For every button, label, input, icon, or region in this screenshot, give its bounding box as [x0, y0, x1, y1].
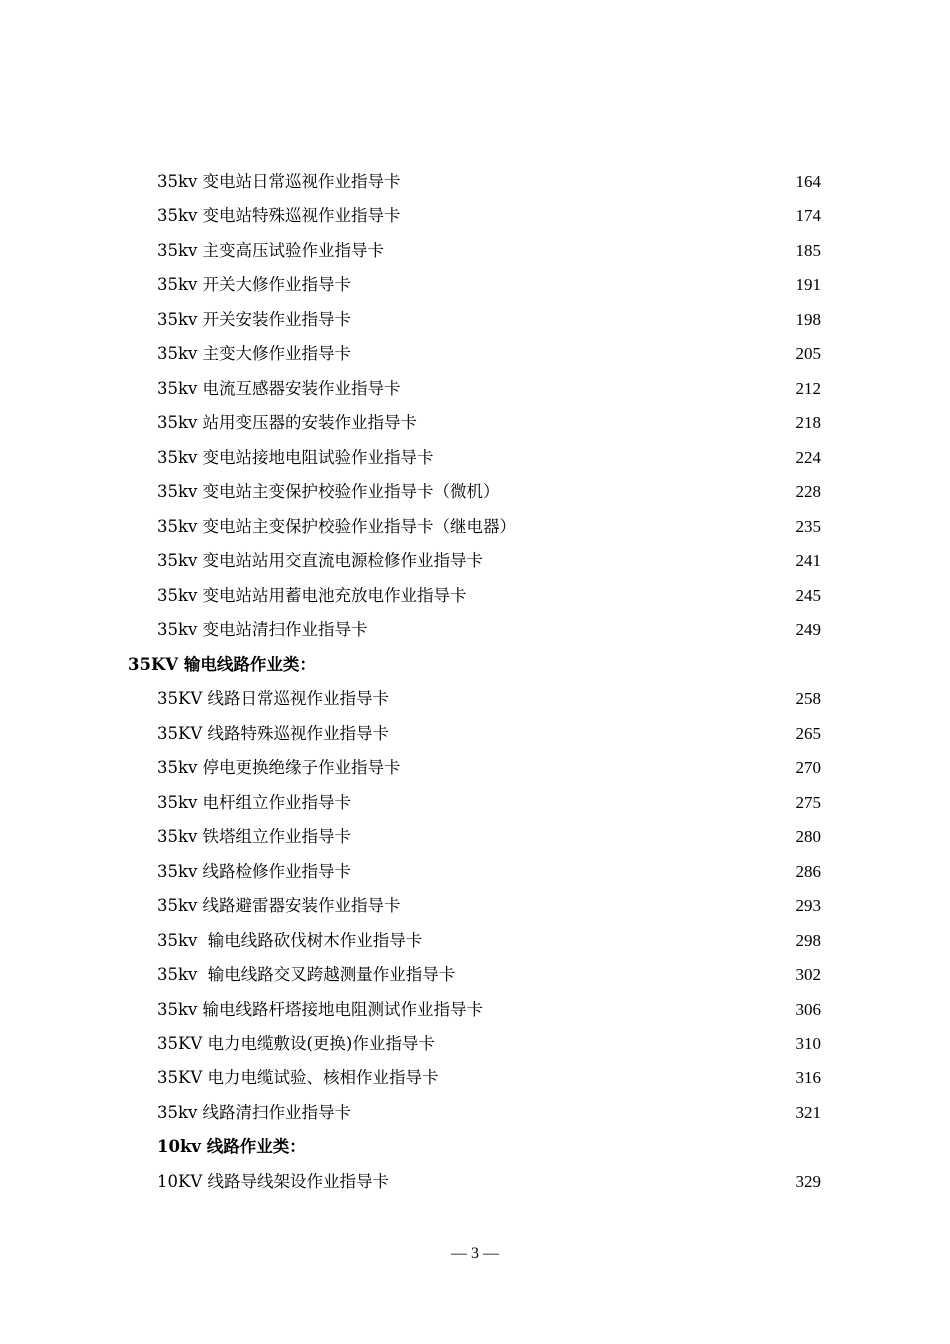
toc-entry-title: 10KV 线路导线架设作业指导卡	[157, 1172, 389, 1191]
toc-entry-title: 35KV 电力电缆试验、核相作业指导卡	[157, 1068, 439, 1087]
toc-entry-page: 280	[795, 827, 821, 846]
toc-entry-page: 174	[795, 206, 821, 225]
toc-entry-page: 205	[795, 344, 821, 363]
section-heading: 35KV 输电线路作业类：	[128, 655, 316, 674]
toc-entry[interactable]	[157, 582, 821, 610]
toc-entry-title: 35kv 主变大修作业指导卡	[157, 344, 352, 363]
toc-entry[interactable]	[157, 478, 821, 506]
toc-entry-page: 228	[795, 482, 821, 501]
toc-entry[interactable]	[157, 927, 821, 955]
toc-entry-title: 35kv 主变高压试验作业指导卡	[157, 241, 385, 260]
toc-entry-page: 265	[795, 724, 821, 743]
toc-entry[interactable]	[157, 237, 821, 265]
toc-entry[interactable]	[157, 789, 821, 817]
toc-entry-page: 224	[795, 448, 821, 467]
toc-entry[interactable]	[157, 340, 821, 368]
toc-entry-page: 164	[795, 172, 821, 191]
toc-entry-title: 35KV 线路特殊巡视作业指导卡	[157, 724, 389, 743]
toc-entry-title: 35KV 线路日常巡视作业指导卡	[157, 689, 389, 708]
toc-entry-title: 35kv 站用变压器的安装作业指导卡	[157, 413, 418, 432]
toc-entry-page: 298	[795, 931, 821, 950]
toc-entry[interactable]	[157, 685, 821, 713]
toc-entry-title: 35kv 线路清扫作业指导卡	[157, 1103, 352, 1122]
toc-entry-page: 212	[795, 379, 821, 398]
toc-entry-page: 275	[795, 793, 821, 812]
toc-entry[interactable]	[157, 823, 821, 851]
toc-entry-title: 35kv 线路检修作业指导卡	[157, 862, 352, 881]
toc-entry-title: 35kv 变电站接地电阻试验作业指导卡	[157, 448, 434, 467]
toc-entry[interactable]	[157, 961, 821, 989]
toc-entry-title: 35kv 电杆组立作业指导卡	[157, 793, 352, 812]
toc-entry[interactable]	[157, 444, 821, 472]
toc-entry-page: 218	[795, 413, 821, 432]
toc-entry[interactable]	[157, 858, 821, 886]
toc-entry[interactable]	[157, 1064, 821, 1092]
toc-entry-title: 35KV 电力电缆敷设(更换)作业指导卡	[157, 1034, 435, 1053]
page-number: — 3 —	[451, 1245, 499, 1262]
toc-entry-page: 286	[795, 862, 821, 881]
toc-entry-page: 293	[795, 896, 821, 915]
toc-entry[interactable]	[157, 754, 821, 782]
toc-entry-title: 35kv 变电站特殊巡视作业指导卡	[157, 206, 401, 225]
toc-entry[interactable]	[157, 1099, 821, 1127]
toc-entry[interactable]	[157, 306, 821, 334]
toc-entry-title: 35kv 变电站清扫作业指导卡	[157, 620, 368, 639]
toc-entry[interactable]	[157, 720, 821, 748]
toc-entry-title: 35kv 变电站日常巡视作业指导卡	[157, 172, 401, 191]
toc-entry-page: 235	[795, 517, 821, 536]
toc-entry-title: 35kv 输电线路交叉跨越测量作业指导卡	[157, 965, 456, 984]
toc-entry-page: 249	[795, 620, 821, 639]
toc-entry[interactable]	[157, 1168, 821, 1196]
toc-entry-page: 310	[795, 1034, 821, 1053]
toc-entry-page: 185	[795, 241, 821, 260]
toc-entry-title: 35kv 变电站主变保护校验作业指导卡（微机）	[157, 482, 500, 501]
toc-entry[interactable]	[157, 547, 821, 575]
toc-entry-page: 329	[795, 1172, 821, 1191]
toc-entry[interactable]	[157, 996, 821, 1024]
toc-entry-page: 191	[795, 275, 821, 294]
toc-entry[interactable]	[157, 375, 821, 403]
toc-entry-page: 270	[795, 758, 821, 777]
toc-entry[interactable]	[157, 616, 821, 644]
toc-entry[interactable]	[157, 1030, 821, 1058]
toc-entry-page: 321	[795, 1103, 821, 1122]
toc-entry-title: 35kv 电流互感器安装作业指导卡	[157, 379, 401, 398]
toc-entry[interactable]	[157, 271, 821, 299]
toc-entry-title: 35kv 停电更换绝缘子作业指导卡	[157, 758, 401, 777]
toc-entry-page: 316	[795, 1068, 821, 1087]
toc-entry-page: 245	[795, 586, 821, 605]
toc-entry-page: 306	[795, 1000, 821, 1019]
toc-entry-title: 35kv 线路避雷器安装作业指导卡	[157, 896, 401, 915]
toc-entry[interactable]	[157, 409, 821, 437]
toc-entry-title: 35kv 变电站主变保护校验作业指导卡（继电器）	[157, 517, 517, 536]
toc-entry-title: 35kv 开关安装作业指导卡	[157, 310, 352, 329]
toc-entry-title: 35kv 铁塔组立作业指导卡	[157, 827, 352, 846]
toc-entry[interactable]	[157, 202, 821, 230]
toc-entry-page: 302	[795, 965, 821, 984]
toc-entry-title: 35kv 输电线路杆塔接地电阻测试作业指导卡	[157, 1000, 484, 1019]
toc-entry[interactable]	[157, 168, 821, 196]
toc-entry-page: 198	[795, 310, 821, 329]
toc-entry[interactable]	[157, 892, 821, 920]
toc-entry-page: 241	[795, 551, 821, 570]
toc-entry-title: 35kv 变电站站用蓄电池充放电作业指导卡	[157, 586, 467, 605]
toc-entry-title: 35kv 变电站站用交直流电源检修作业指导卡	[157, 551, 484, 570]
toc-entry-title: 35kv 开关大修作业指导卡	[157, 275, 352, 294]
toc-entry-page: 258	[795, 689, 821, 708]
section-heading: 10kv 线路作业类：	[157, 1137, 306, 1156]
toc-entry[interactable]	[157, 513, 821, 541]
toc-entry-title: 35kv 输电线路砍伐树木作业指导卡	[157, 931, 423, 950]
